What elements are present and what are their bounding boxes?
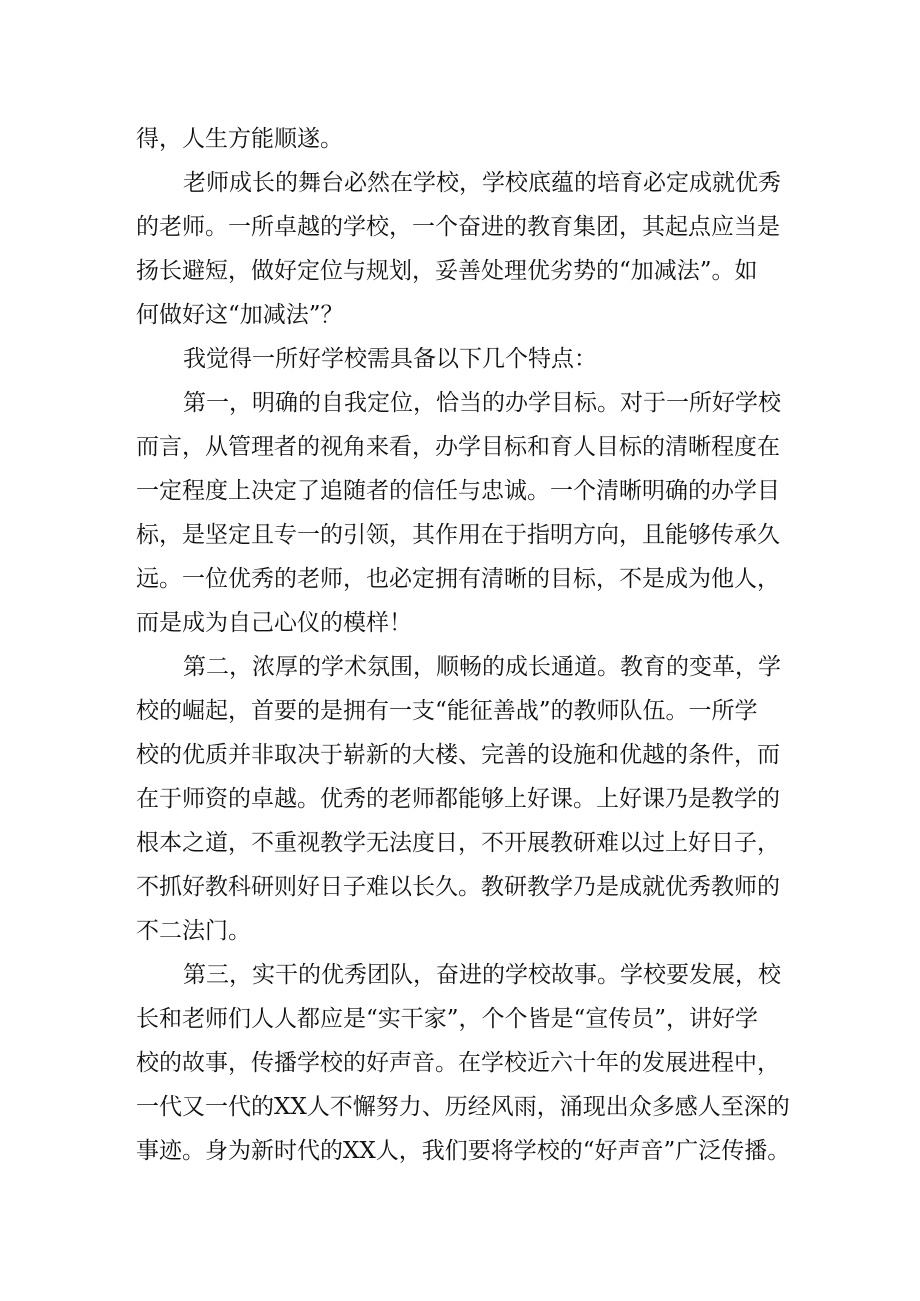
paragraph-first-line: 老师成长的舞台必然在学校，学校底蕴的培育必定成就优秀	[183, 170, 781, 196]
text-line: 一定程度上决定了追随者的信任与忠诚。一个清晰明确的办学目	[136, 478, 780, 504]
text-line: 校的优质并非取决于崭新的大楼、完善的设施和优越的条件，而	[136, 742, 780, 768]
text-line: 远。一位优秀的老师，也必定拥有清晰的目标，不是成为他人，	[136, 566, 780, 592]
text-line: 扬长避短，做好定位与规划，妥善处理优劣势的“加减法”。如	[136, 258, 758, 284]
text-line: 得，人生方能顺遂。	[136, 126, 343, 152]
text-line: 标，是坚定且专一的引领，其作用在于指明方向，且能够传承久	[136, 522, 780, 548]
paragraph-first-line: 第一，明确的自我定位，恰当的办学目标。对于一所好学校	[183, 390, 781, 416]
text-line: 长和老师们人人都应是“实干家”，个个皆是“宣传员”，讲好学	[136, 1006, 759, 1032]
text-line: 一代又一代的XX人不懈努力、历经风雨，涌现出众多感人至深的	[136, 1094, 790, 1120]
text-line: 不二法门。	[136, 918, 251, 944]
text-line: 不抓好教科研则好日子难以长久。教研教学乃是成就优秀教师的	[136, 874, 780, 900]
text-line: 事迹。身为新时代的XX人，我们要将学校的“好声音”广泛传播。	[136, 1138, 791, 1164]
paragraph-first-line: 我觉得一所好学校需具备以下几个特点：	[183, 346, 597, 372]
text-line: 校的崛起，首要的是拥有一支“能征善战”的教师队伍。一所学	[136, 698, 758, 724]
text-line: 何做好这“加减法”？	[136, 302, 344, 328]
text-line: 而言，从管理者的视角来看，办学目标和育人目标的清晰程度在	[136, 434, 780, 460]
text-line: 在于师资的卓越。优秀的老师都能够上好课。上好课乃是教学的	[136, 786, 780, 812]
text-line: 校的故事，传播学校的好声音。在学校近六十年的发展进程中，	[136, 1050, 780, 1076]
paragraph-first-line: 第三，实干的优秀团队，奋进的学校故事。学校要发展，校	[183, 962, 781, 988]
text-line: 的老师。一所卓越的学校，一个奋进的教育集团，其起点应当是	[136, 214, 780, 240]
text-line: 根本之道，不重视教学无法度日，不开展教研难以过上好日子，	[136, 830, 780, 856]
text-line: 而是成为自己心仪的模样！	[136, 610, 412, 636]
paragraph-first-line: 第二，浓厚的学术氛围，顺畅的成长通道。教育的变革，学	[183, 654, 781, 680]
